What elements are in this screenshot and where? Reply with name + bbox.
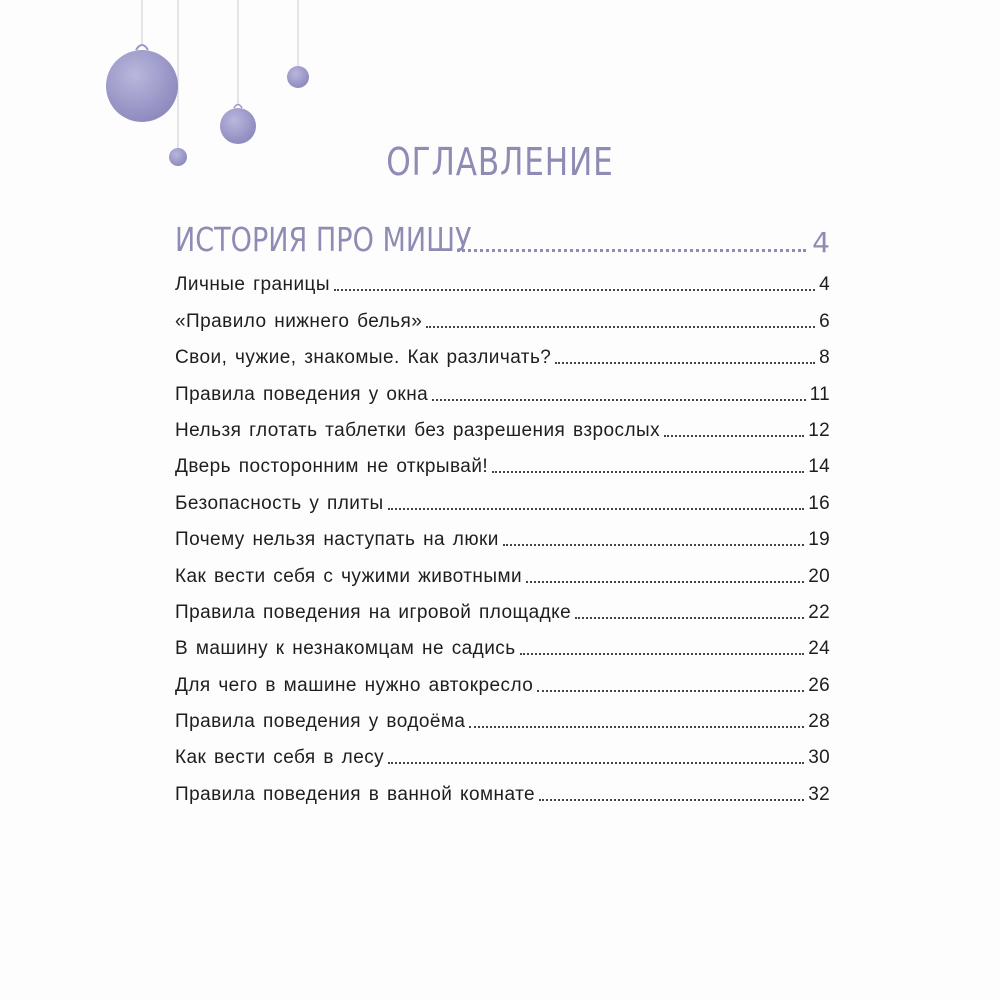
toc-entry-label: Правила поведения на игровой площадке (175, 601, 572, 623)
section-page-number: 4 (812, 226, 830, 259)
dot-leader (334, 289, 815, 291)
toc-entry-label: Правила поведения у окна (175, 383, 429, 405)
toc-entry-label: Безопасность у плиты (175, 492, 384, 514)
dot-leader (426, 326, 815, 328)
toc-entry (175, 406, 830, 442)
dot-leader (469, 726, 804, 728)
dot-leader (526, 581, 804, 583)
section-heading-row (175, 216, 830, 258)
toc-entry (175, 515, 830, 551)
toc-entries (175, 260, 830, 806)
toc-entry-label: Как вести себя в лесу (175, 747, 385, 769)
section-dot-leader (457, 249, 806, 252)
toc-entry-label: Почему нельзя наступать на люки (175, 529, 499, 551)
dot-leader (539, 799, 804, 801)
page-title: ОГЛАВЛЕНИЕ (386, 140, 614, 184)
dot-leader (492, 471, 804, 473)
toc-entry (175, 624, 830, 660)
toc-entry-page: 30 (808, 747, 830, 769)
toc-entry-page: 28 (808, 711, 830, 733)
toc-entry-label: Дверь посторонним не открывай! (175, 456, 489, 478)
table-of-contents (175, 216, 830, 806)
toc-entry (175, 697, 830, 733)
toc-entry-page: 26 (808, 674, 830, 696)
dot-leader (537, 690, 804, 692)
toc-entry-label: «Правило нижнего белья» (175, 310, 423, 332)
dot-leader (388, 508, 805, 510)
dot-leader (555, 362, 815, 364)
toc-entry-page: 19 (808, 529, 830, 551)
toc-entry (175, 260, 830, 296)
toc-entry-page: 14 (808, 456, 830, 478)
toc-entry (175, 442, 830, 478)
toc-entry-label: Правила поведения в ванной комнате (175, 783, 536, 805)
dot-leader (520, 653, 805, 655)
section-title: ИСТОРИЯ ПРО МИШУ (175, 220, 472, 259)
toc-entry (175, 588, 830, 624)
toc-entry-label: Правила поведения у водоёма (175, 711, 466, 733)
toc-entry-label: Нельзя глотать таблетки без разрешения взрослых (175, 419, 661, 441)
toc-entry (175, 478, 830, 514)
toc-entry-page: 22 (808, 601, 830, 623)
toc-entry (175, 296, 830, 332)
toc-entry-page: 4 (819, 274, 830, 296)
dot-leader (664, 435, 804, 437)
toc-entry-page: 6 (819, 310, 830, 332)
toc-entry (175, 551, 830, 587)
toc-entry (175, 733, 830, 769)
toc-entry-page: 16 (808, 492, 830, 514)
toc-entry-label: Личные границы (175, 274, 330, 296)
toc-entry-page: 20 (808, 565, 830, 587)
toc-entry-page: 8 (819, 347, 830, 369)
toc-entry-page: 32 (808, 783, 830, 805)
toc-entry (175, 769, 830, 805)
dot-leader (575, 617, 804, 619)
toc-entry-page: 12 (808, 419, 830, 441)
toc-entry (175, 369, 830, 405)
toc-entry-label: Свои, чужие, знакомые. Как различать? (175, 347, 552, 369)
toc-entry (175, 660, 830, 696)
dot-leader (388, 762, 804, 764)
toc-entry-label: Для чего в машине нужно автокресло (175, 674, 534, 696)
dot-leader (503, 544, 804, 546)
toc-entry-page: 11 (809, 383, 830, 405)
toc-entry-page: 24 (808, 638, 830, 660)
toc-entry-label: Как вести себя с чужими животными (175, 565, 523, 587)
dot-leader (432, 399, 806, 401)
toc-entry (175, 333, 830, 369)
toc-entry-label: В машину к незнакомцам не садись (175, 638, 516, 660)
